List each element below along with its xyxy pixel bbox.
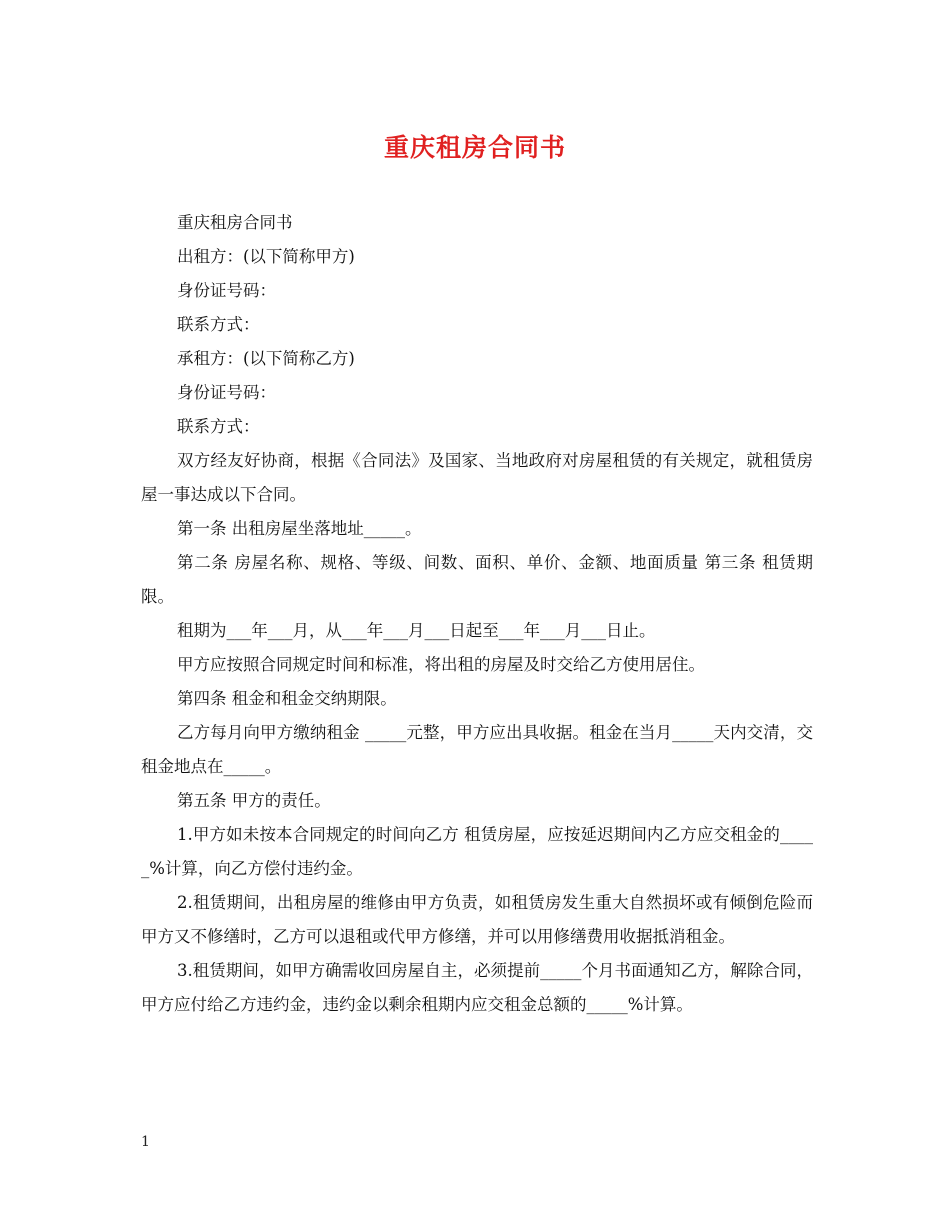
paragraph-lessor: 出租方：(以下简称甲方) [177, 247, 355, 266]
paragraph-heading-repeat: 重庆租房合同书 [177, 213, 293, 232]
paragraph-lease-term: 租期为___年___月，从___年___月___日起至___年___月___日止。 [177, 621, 656, 640]
paragraph-article-2-3: 第二条 房屋名称、规格、等级、间数、面积、单价、金额、地面质量 第三条 租赁期限。 [141, 553, 813, 606]
paragraph-lessor-id: 身份证号码： [177, 281, 276, 300]
paragraph-clause-1: 1.甲方如未按本合同规定的时间向乙方 租赁房屋，应按延迟期间内乙方应交租金的_____%计算，向乙方偿付违约金。 [141, 825, 813, 878]
paragraph-rent-payment: 乙方每月向甲方缴纳租金 _____元整，甲方应出具收据。租金在当月_____天内交清，交租金地点在_____。 [141, 723, 813, 776]
paragraph-handover: 甲方应按照合同规定时间和标准，将出租的房屋及时交给乙方使用居住。 [177, 655, 705, 674]
page-number: 1 [141, 1134, 150, 1150]
paragraph-preamble: 双方经友好协商，根据《合同法》及国家、当地政府对房屋租赁的有关规定，就租赁房屋一事达成以下合同。 [141, 451, 813, 504]
paragraph-article-5: 第五条 甲方的责任。 [177, 791, 331, 810]
paragraph-clause-2: 2.租赁期间，出租房屋的维修由甲方负责，如租赁房发生重大自然损坏或有倾倒危险而甲方又不修缮时，乙方可以退租或代甲方修缮，并可以用修缮费用收据抵消租金。 [141, 893, 813, 946]
document-body [141, 206, 813, 1022]
document-title: 重庆租房合同书 [383, 133, 566, 162]
paragraph-lessee: 承租方：(以下简称乙方) [177, 349, 355, 368]
paragraph-article-1: 第一条 出租房屋坐落地址_____。 [177, 519, 422, 538]
paragraph-article-4: 第四条 租金和租金交纳期限。 [177, 689, 397, 708]
paragraph-lessor-contact: 联系方式： [177, 315, 260, 334]
paragraph-clause-3: 3.租赁期间，如甲方确需收回房屋自主，必须提前_____个月书面通知乙方，解除合同，甲方应付给乙方违约金，违约金以剩余租期内应交租金总额的_____%计算。 [141, 961, 813, 1014]
paragraph-lessee-id: 身份证号码： [177, 383, 276, 402]
paragraph-lessee-contact: 联系方式： [177, 417, 260, 436]
